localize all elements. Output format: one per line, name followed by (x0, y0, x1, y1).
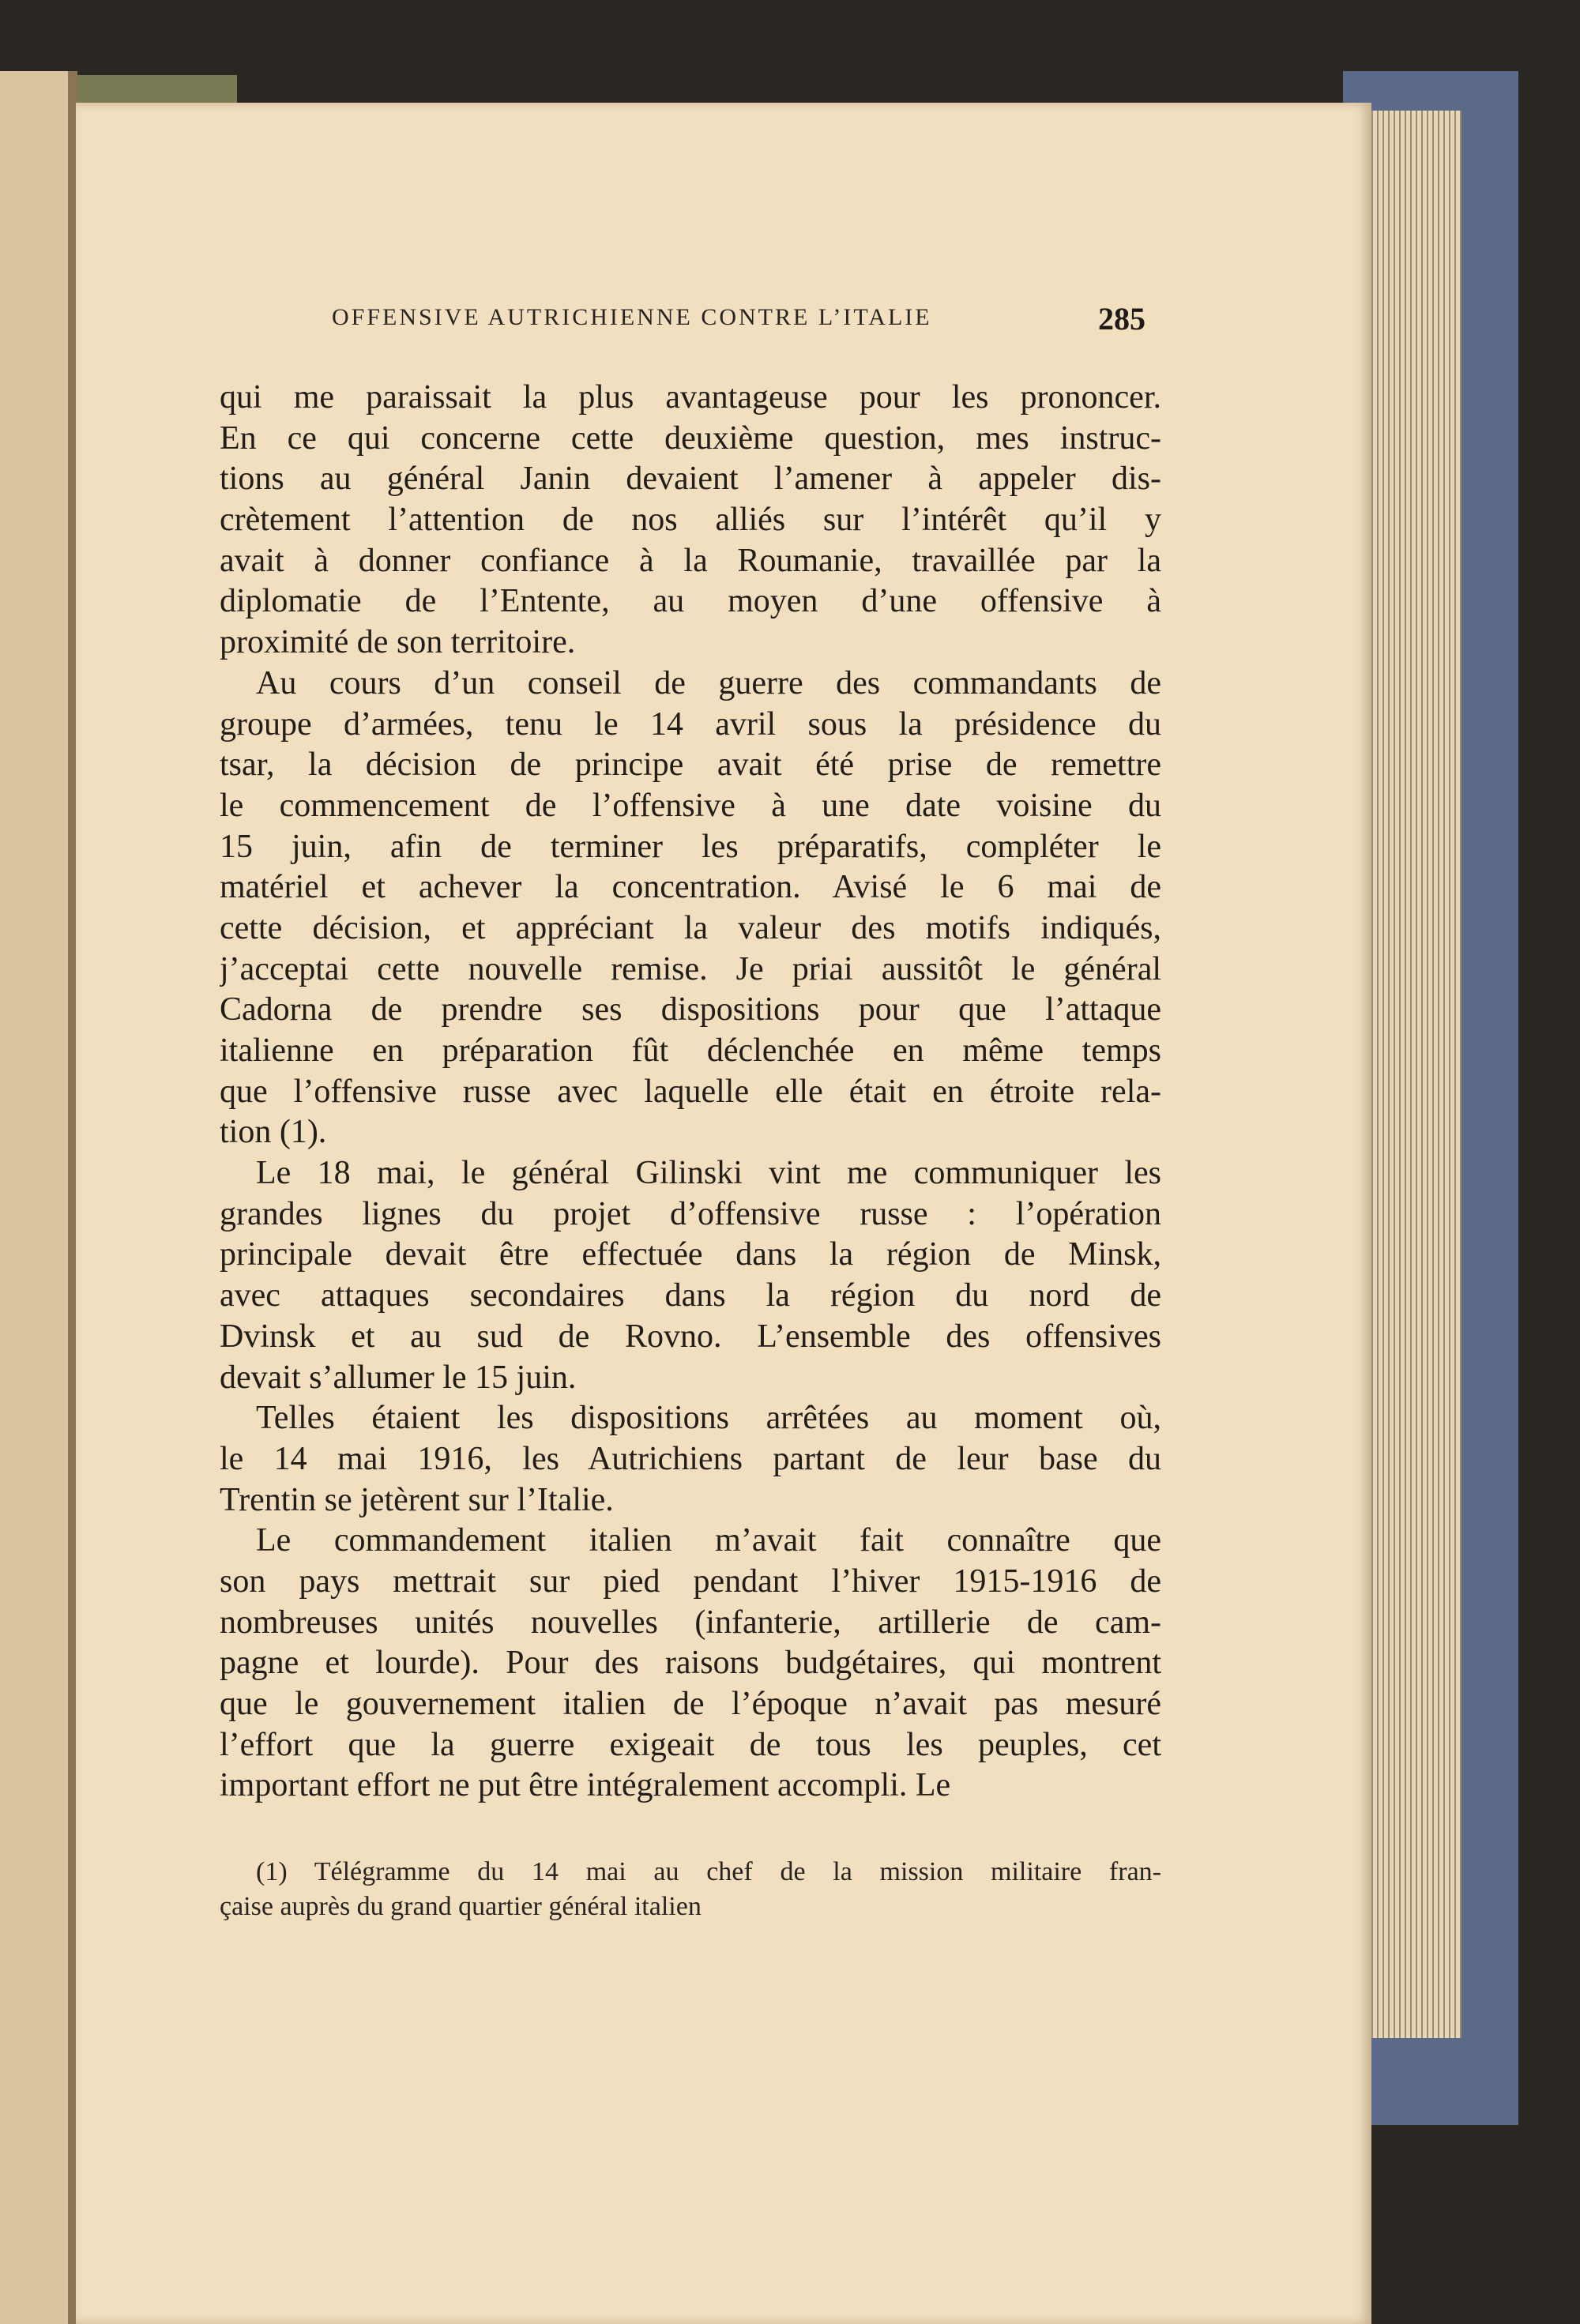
text-line: tsar, la décision de principe avait été prise de remettre (220, 746, 1161, 784)
text-line: nombreuses unités nouvelles (infanterie, artillerie de cam- (220, 1604, 1161, 1641)
footnote (220, 1855, 1161, 1924)
left-page-margin (0, 71, 76, 2324)
paragraph (220, 664, 1161, 1153)
text-line: Telles étaient les dispositions arrêtées au moment où, (256, 1400, 1161, 1437)
footnote-line: (1) Télégramme du 14 mai au chef de la mission militaire fran- (256, 1857, 1161, 1886)
text-line: qui me paraissait la plus avantageuse pour les prononcer. (220, 379, 1161, 416)
paragraph (220, 1398, 1161, 1521)
text-line: tion (1). (220, 1114, 327, 1151)
text-line: pagne et lourde). Pour des raisons budgétaires, qui montrent (220, 1645, 1161, 1682)
text-line: principale devait être effectuée dans la région de Minsk, (220, 1236, 1161, 1273)
text-line: le commencement de l’offensive à une date voisine du (220, 787, 1161, 824)
text-line: Le commandement italien m’avait fait connaître que (256, 1522, 1161, 1559)
text-line: cette décision, et appréciant la valeur des motifs indiqués, (220, 909, 1161, 946)
text-line: Trentin se jetèrent sur l’Italie. (220, 1481, 614, 1518)
body-text (220, 378, 1161, 1807)
text-line: diplomatie de l’Entente, au moyen d’une offensive à (220, 583, 1161, 620)
text-line: matériel et achever la concentration. Avisé le 6 mai de (220, 869, 1161, 906)
text-line: 15 juin, afin de terminer les préparatifs, compléter le (220, 828, 1161, 865)
text-line: proximité de son territoire. (220, 624, 576, 661)
text-line: Au cours d’un conseil de guerre des commandants de (256, 664, 1161, 701)
running-head: OFFENSIVE AUTRICHIENNE CONTRE L’ITALIE (332, 304, 932, 330)
text-line: son pays mettrait sur pied pendant l’hiver 1915-1916 de (220, 1562, 1161, 1600)
text-line: avait à donner confiance à la Roumanie, travaillée par la (220, 542, 1161, 579)
text-line: que l’offensive russe avec laquelle elle était en étroite rela- (220, 1073, 1161, 1110)
text-line: le 14 mai 1916, les Autrichiens partant de leur base du (220, 1440, 1161, 1477)
paragraph (220, 1521, 1161, 1807)
text-line: crètement l’attention de nos alliés sur l’intérêt qu’il y (220, 502, 1161, 539)
page-number: 285 (1098, 301, 1146, 337)
text-line: italienne en préparation fût déclenchée en même temps (220, 1032, 1161, 1069)
paragraph (220, 378, 1161, 664)
paragraph (220, 1153, 1161, 1398)
text-line: l’effort que la guerre exigeait de tous les peuples, cet (220, 1726, 1161, 1763)
text-line: avec attaques secondaires dans la région du nord de (220, 1277, 1161, 1314)
text-line: Le 18 mai, le général Gilinski vint me communiquer les (256, 1155, 1161, 1192)
text-line: devait s’allumer le 15 juin. (220, 1359, 577, 1396)
text-line: Dvinsk et au sud de Rovno. L’ensemble des offensives (220, 1318, 1161, 1355)
text-line: groupe d’armées, tenu le 14 avril sous la présidence du (220, 705, 1161, 743)
footnote-line: çaise auprès du grand quartier général italien (220, 1892, 702, 1921)
text-line: j’acceptai cette nouvelle remise. Je priai aussitôt le général (220, 950, 1161, 987)
text-line: important effort ne put être intégralement accompli. Le (220, 1767, 951, 1804)
text-line: tions au général Janin devaient l’amener à appeler dis- (220, 461, 1161, 498)
text-line: que le gouvernement italien de l’époque n’avait pas mesuré (220, 1686, 1161, 1722)
text-line: grandes lignes du projet d’offensive russe : l’opération (220, 1195, 1161, 1232)
text-line: Cadorna de prendre ses dispositions pour que l’attaque (220, 991, 1161, 1029)
text-line: En ce qui concerne cette deuxième question, mes instruc- (220, 419, 1161, 457)
